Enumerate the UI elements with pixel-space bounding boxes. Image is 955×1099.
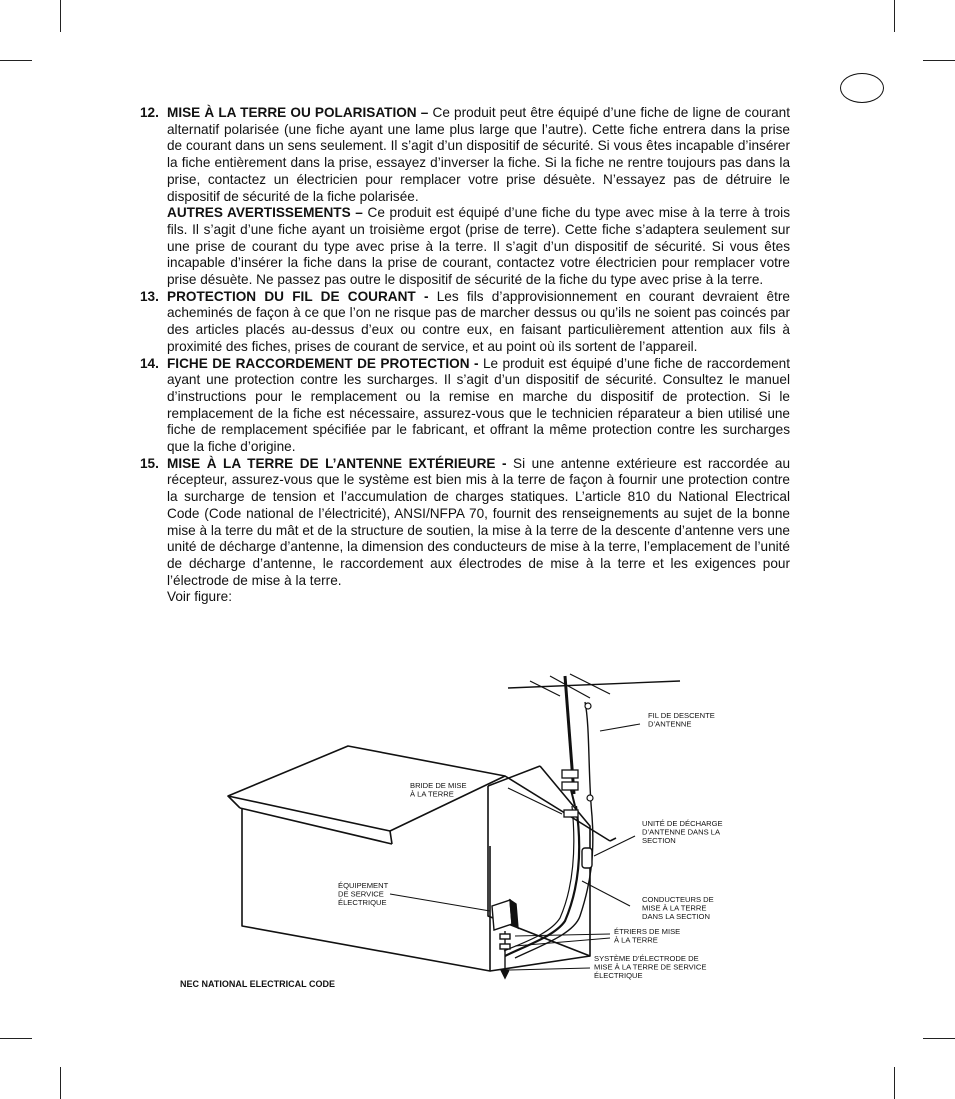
instruction-item-13 bbox=[140, 289, 790, 356]
label-discharge-unit: UNITÉ DE DÉCHARGE D’ANTENNE DANS LA SECTION bbox=[642, 819, 723, 845]
item-sub-text: Ce produit est équipé d’une fiche du type avec mise à la terre à trois fils. Il s’agit d’une fiche ayant un troisième ergot (prise de terre). Cette fiche s’adaptera seulement sur une prise de courant du type avec prise à la terre. Il s’agit d’un dispositif de sécurité. Si vous êtes incapable d’insérer la fiche dans la prise de courant, contactez votre électricien pour remplacer votre prise désuète. Ne passez pas outre le dispositif de sécurité de la fiche du type avec prise à la terre. bbox=[167, 205, 790, 288]
item-heading: PROTECTION DU FIL DE COURANT bbox=[167, 288, 416, 304]
label-ground-clamps: ÉTRIERS DE MISE À LA TERRE bbox=[614, 927, 681, 945]
rod-clamp bbox=[500, 944, 510, 949]
heading-separator: - bbox=[469, 355, 483, 371]
page-marker-oval bbox=[840, 73, 884, 103]
item-sub-paragraph bbox=[167, 205, 790, 289]
ground-clamp bbox=[564, 810, 578, 817]
lead-in-wire bbox=[515, 702, 593, 958]
item-number: 14. bbox=[140, 355, 159, 371]
item-text: Le produit est équipé d’une fiche de raccordement ayant une protection contre les surcharges. Il s’agit d’un dispositif de sécurité. Consultez le manuel d’instructions pour le remplacement ou la remise en marche du dispositif de protection. Si le remplacement de la fiche est nécessaire, assurez-vous que le technicien réparateur a bien utilisé une fiche de remplacement spécifiée par le fabricant, et offrant la même protection contre les surcharges que la fiche d’origine. bbox=[167, 355, 790, 455]
roof-right-slope bbox=[505, 776, 610, 841]
figure-labels bbox=[180, 711, 725, 989]
label-grounding-conductors: CONDUCTEURS DE MISE À LA TERRE DANS LA SECTION bbox=[642, 895, 714, 921]
item-paragraph bbox=[167, 289, 790, 356]
item-number: 12. bbox=[140, 105, 159, 120]
crop-mark-bottom-left-v bbox=[60, 1067, 61, 1099]
service-box-front bbox=[492, 900, 512, 930]
leader-electrode bbox=[510, 968, 590, 970]
crop-mark-top-right-v bbox=[894, 0, 895, 32]
item-heading: FICHE DE RACCORDEMENT DE PROTECTION bbox=[167, 355, 470, 371]
item-paragraph bbox=[167, 356, 790, 456]
roof-corner bbox=[390, 831, 392, 844]
discharge-unit-symbol bbox=[582, 848, 592, 868]
leader-service bbox=[390, 894, 490, 911]
grounding-conductor bbox=[504, 806, 574, 951]
instruction-item-12 bbox=[140, 105, 790, 289]
antenna-element bbox=[530, 681, 560, 696]
heading-separator: – bbox=[416, 105, 433, 120]
item-number: 15. bbox=[140, 455, 159, 471]
crop-mark-bottom-right-h bbox=[923, 1038, 955, 1039]
item-paragraph bbox=[167, 105, 790, 205]
leader-clamp bbox=[508, 788, 562, 814]
roof-right-tip bbox=[610, 838, 616, 841]
wire-insulator bbox=[585, 703, 591, 709]
ground-clamps-on-mast bbox=[562, 770, 578, 817]
ground-clamp bbox=[562, 770, 578, 778]
figure-reference: Voir figure: bbox=[167, 589, 232, 605]
antenna-grounding-figure bbox=[170, 666, 790, 996]
crop-mark-bottom-right-v bbox=[894, 1067, 895, 1099]
label-electrode-system: SYSTÈME D’ÉLECTRODE DE MISE À LA TERRE DE SERVICE ÉLECTRIQUE bbox=[594, 954, 707, 980]
heading-separator: - bbox=[495, 455, 513, 471]
item-heading: MISE À LA TERRE OU POLARISATION bbox=[167, 105, 417, 120]
label-ground-clamp: BRIDE DE MISE À LA TERRE bbox=[410, 781, 467, 799]
service-equipment-box bbox=[492, 900, 518, 930]
safety-instructions bbox=[140, 105, 790, 606]
antenna-element bbox=[550, 676, 590, 698]
gable-top bbox=[488, 766, 540, 786]
crop-mark-top-right-h bbox=[923, 60, 955, 61]
instruction-item-14 bbox=[140, 356, 790, 456]
heading-separator: - bbox=[415, 288, 437, 304]
item-sub-heading: AUTRES AVERTISSEMENTS bbox=[167, 205, 351, 221]
crop-mark-top-left-v bbox=[60, 0, 61, 32]
label-service-equipment: ÉQUIPEMENT DE SERVICE ÉLECTRIQUE bbox=[338, 881, 389, 907]
item-paragraph bbox=[167, 456, 790, 590]
item-text: Ce produit peut être équipé d’une fiche de ligne de courant alternatif polarisée (une fiche ayant une lame plus large que l’autre). Cette fiche entrera dans la prise de courant dans un sens seulement. Il s’agit d’un dispositif de sécurité. Si vous êtes incapable d’insérer la fiche entièrement dans la prise, essayez d’inverser la fiche. Si la fiche ne rentre toujours pas dans la prise, contactez un électricien pour remplacer votre prise désuète. N’essayez pas de détruire le dispositif de sécurité de la fiche polarisée. bbox=[167, 105, 790, 204]
item-text: Si une antenne extérieure est raccordée au récepteur, assurez-vous que le système est bien mis à la terre de façon à fournir une protection contre la surcharge de tension et l’accumulation de charges statiques. L’article 810 du National Electrical Code (Code national de l’électricité), ANSI/NFPA 70, fournit des renseignements au sujet de la bonne mise à la terre du mât et de la structure de soutien, la mise à la terre de la descente d’antenne vers une unité de décharge d’antenne, la dimension des conducteurs de mise à la terre, l’emplacement de l’unité de décharge d’antenne, le raccordement aux électrodes de mise à la terre et les exigences pour l’électrode de mise à la terre. bbox=[167, 455, 791, 588]
item-number: 13. bbox=[140, 288, 159, 304]
figure-caption: NEC NATIONAL ELECTRICAL CODE bbox=[180, 979, 336, 989]
leader-lead-in bbox=[600, 724, 640, 731]
item-text: Les fils d’approvisionnement en courant devraient être acheminés de façon à ce que l’on ne risque pas de marcher dessus ou qu’ils ne soient pas coincés par des articles placés au-dessus d’eux ou contre eux, en faisant particulièrement attention aux fils à proximité des fiches, prises de courant de service, et au point où ils sortent de l’appareil. bbox=[167, 288, 790, 354]
heading-separator: – bbox=[350, 205, 368, 221]
crop-mark-top-left-h bbox=[0, 60, 32, 61]
rod-clamp bbox=[500, 934, 510, 939]
ground-rod-tip bbox=[501, 970, 509, 978]
wire-insulator bbox=[587, 795, 593, 801]
item-heading: MISE À LA TERRE DE L’ANTENNE EXTÉRIEURE bbox=[167, 455, 496, 471]
crop-mark-bottom-left-h bbox=[0, 1038, 32, 1039]
antenna-boom bbox=[508, 681, 680, 688]
ground-clamp bbox=[562, 782, 578, 790]
label-lead-in-wire: FIL DE DESCENTE D’ANTENNE bbox=[648, 711, 715, 729]
instruction-item-15 bbox=[140, 456, 790, 606]
